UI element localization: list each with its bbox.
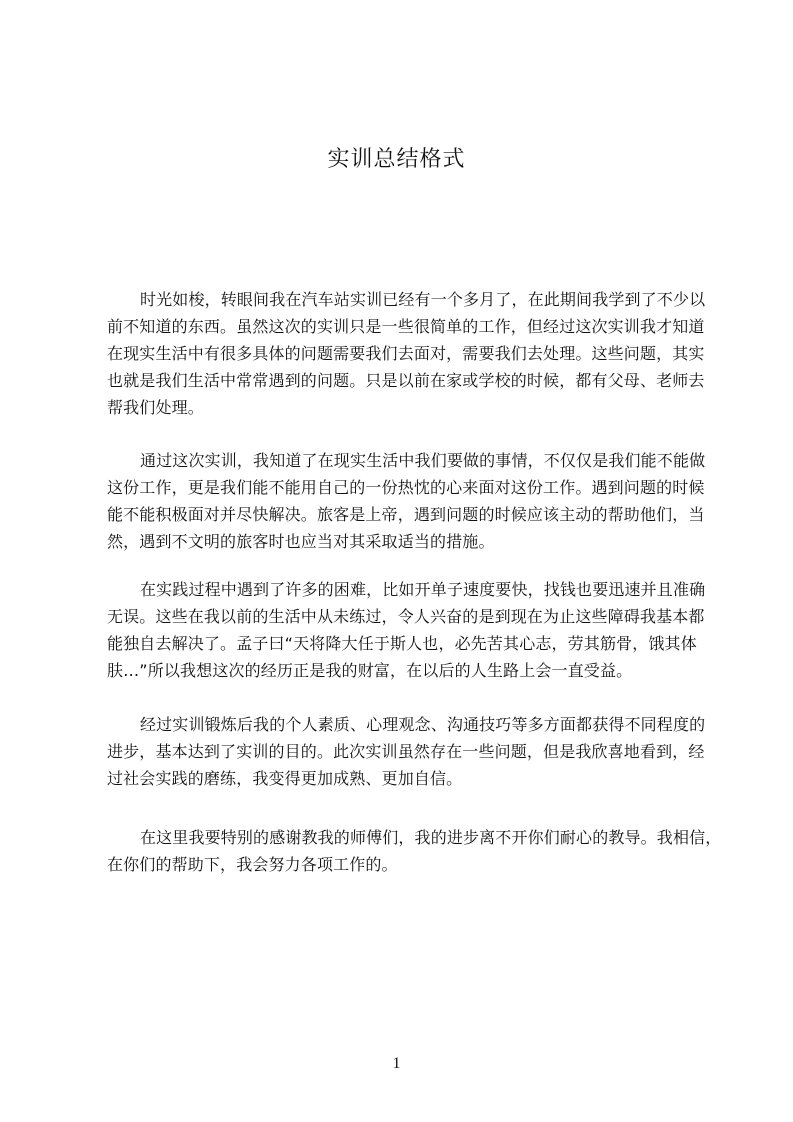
text-line: 帮我们处理。 [107, 398, 204, 417]
page-number: 1 [392, 1055, 401, 1072]
paragraph-3 [107, 576, 707, 684]
text-line: 也就是我们生活中常常遇到的问题。只是以前在家或学校的时候，都有父母、老师去 [107, 371, 705, 390]
text-line: 在实践过程中遇到了许多的困难，比如开单子速度要快，找钱也要迅速并且准确 [140, 580, 706, 599]
text-line: 前不知道的东西。虽然这次的实训只是一些很简单的工作，但经过这次实训我才知道 [107, 317, 705, 336]
text-line: 在现实生活中有很多具体的问题需要我们去面对，需要我们去处理。这些问题，其实 [107, 344, 705, 363]
text-line: 能独自去解决了。孟子曰“天将降大任于斯人也，必先苦其心志，劳其筋骨，饿其体 [107, 634, 697, 653]
document-title: 实训总结格式 [327, 147, 466, 172]
text-line: 在你们的帮助下，我会努力各项工作的。 [107, 855, 398, 874]
text-line: 过社会实践的磨练，我变得更加成熟、更加自信。 [107, 769, 463, 788]
paragraph-1 [107, 286, 707, 421]
text-line: 时光如梭，转眼间我在汽车站实训已经有一个多月了，在此期间我学到了不少以 [140, 290, 706, 309]
text-line: 经过实训锻炼后我的个人素质、心理观念、沟通技巧等多方面都获得不同程度的 [140, 715, 706, 734]
text-line: 进步，基本达到了实训的目的。此次实训虽然存在一些问题，但是我欣喜地看到，经 [107, 742, 705, 761]
text-line: 然，遇到不文明的旅客时也应当对其采取适当的措施。 [107, 532, 495, 551]
text-line: 在这里我要特别的感谢教我的师傅们，我的进步离不开你们耐心的教导。我相信， [140, 828, 722, 847]
paragraph-2 [107, 447, 707, 555]
paragraph-4 [107, 711, 707, 792]
text-line: 能不能积极面对并尽快解决。旅客是上帝，遇到问题的时候应该主动的帮助他们，当 [107, 505, 705, 524]
paragraph-5 [107, 824, 722, 878]
text-line: 肤…”所以我想这次的经历正是我的财富，在以后的人生路上会一直受益。 [107, 661, 633, 680]
text-line: 这份工作，更是我们能不能用自己的一份热忱的心来面对这份工作。遇到问题的时候 [107, 478, 705, 497]
text-line: 无误。这些在我以前的生活中从未练过，令人兴奋的是到现在为止这些障碍我基本都 [107, 607, 705, 626]
text-line: 通过这次实训，我知道了在现实生活中我们要做的事情，不仅仅是我们能不能做 [140, 451, 706, 470]
